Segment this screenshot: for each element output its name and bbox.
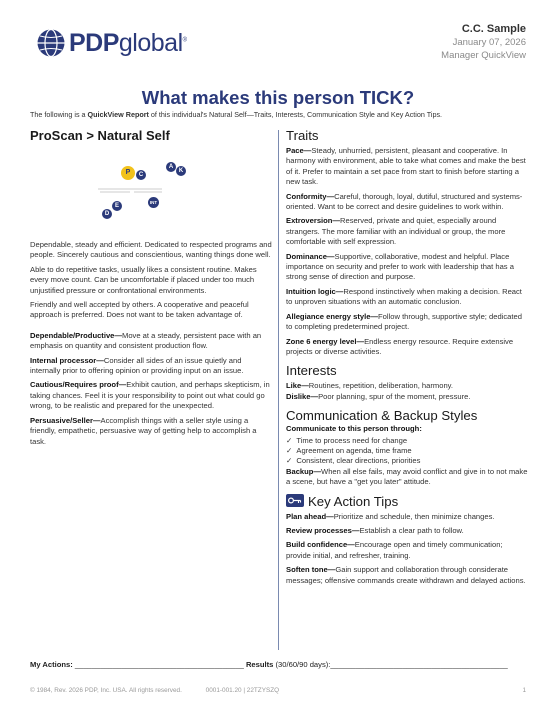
interests-heading: Interests	[286, 363, 337, 379]
key-icon	[286, 494, 304, 507]
behavior-item: Internal processor—Consider all sides of an issue quietly and internally prior to offering opinion or providing input on an issue.	[30, 355, 244, 376]
trait-item: Conformity—Careful, thorough, loyal, dutiful, structured and systems-oriented. Want to be correct and desire guidelines to work within.	[286, 191, 523, 212]
check-icon: ✓	[286, 445, 293, 455]
interest-like: Like—Routines, repetition, deliberation, harmony.	[286, 381, 454, 391]
column-divider	[278, 130, 279, 650]
logo-text-light: global	[118, 28, 183, 57]
communication-check-item: ✓ Consistent, clear directions, priorities	[286, 456, 421, 466]
my-actions-label: My Actions:	[30, 660, 73, 669]
communication-heading: Communication & Backup Styles	[286, 408, 478, 424]
copyright-line	[30, 687, 279, 694]
check-icon: ✓	[286, 435, 293, 445]
my-actions-field[interactable]: ________________________________________	[74, 660, 244, 669]
report-type: Manager QuickView	[441, 50, 526, 61]
proscan-chart	[30, 155, 272, 235]
communication-check-item: ✓ Agreement on agenda, time frame	[286, 445, 412, 455]
logo-text-bold: PDP	[69, 28, 119, 57]
intro-prefix: The following is a	[30, 110, 88, 119]
document-code: 0001-001.20 | 22TZYSZQ	[205, 687, 280, 694]
behavior-item: Cautious/Requires proof—Exhibit caution, and perhaps skepticism, in taking chances. Feel it is your responsibility to point out what could go wrong, to be realistic and prepared for the unexpected.	[30, 380, 270, 411]
proscan-chart-lines	[30, 155, 272, 235]
results-field[interactable]: __________________________________________	[330, 660, 508, 669]
behavior-item: Dependable/Productive—Move at a steady, persistent pace with an emphasis on quantity and consistent production flow.	[30, 330, 262, 351]
description-paragraph: Able to do repetitive tasks, usually likes a consistent routine. Makes every move count. Can be uncomfortable if placed under too much unjustified pressure or confrontational environments.	[30, 264, 257, 295]
intro-suffix: of this individual's Natural Self—Traits, Interests, Communication Style and Key Action Tips.	[148, 110, 443, 119]
trait-item: Zone 6 energy level—Endless energy resource. Require extensive projects or diverse activities.	[286, 336, 514, 356]
intro-text	[30, 110, 530, 119]
copyright-text: © 1984, Rev. 2026 PDP, Inc. USA. All rights reserved.	[30, 687, 182, 694]
person-name: C.C. Sample	[461, 23, 526, 35]
results-label: Results	[245, 660, 274, 669]
interest-dislike: Dislike—Poor planning, spur of the moment, pressure.	[286, 391, 471, 401]
chart-point-d: D	[102, 209, 112, 219]
chart-point-a: A	[166, 162, 176, 172]
key-tips-heading	[286, 494, 528, 509]
right-column	[286, 128, 528, 590]
page-number: 1	[522, 687, 526, 694]
description-paragraph: Friendly and well accepted by others. A cooperative and peaceful approach is preferred. Does not want to be taken advantage of.	[30, 300, 249, 320]
chart-point-e: E	[112, 201, 122, 211]
chart-point-int: INT	[148, 197, 159, 208]
communication-check-item: ✓ Time to process need for change	[286, 435, 408, 445]
trait-item: Intuition logic—Respond instinctively when making a decision. React to unproven situations with an automatic conclusion.	[286, 286, 522, 307]
globe-icon	[36, 28, 66, 58]
tip-item: Build confidence—Encourage open and timely communication; provide initial, and refresher, training.	[286, 540, 503, 560]
chart-point-p: P	[121, 166, 135, 180]
tip-item: Soften tone—Gain support and collaboration through considerate messages; offensive commands create withdrawn and delayed actions.	[286, 565, 526, 585]
tip-item: Plan ahead—Prioritize and schedule, then minimize changes.	[286, 511, 495, 521]
page-title: What makes this person TICK?	[141, 87, 415, 108]
results-hint: (30/60/90 days):	[275, 660, 331, 669]
backup-style: Backup—When all else fails, may avoid conflict and give in to not make a scene, but have a "get you later" attitude.	[286, 466, 528, 487]
actions-results-line	[30, 660, 530, 669]
logo-trademark: ®	[182, 37, 187, 44]
trait-item: Extroversion—Reserved, private and quiet, especially around strangers. The more familiar with an individual or group, the more comfortable with self expression.	[286, 216, 506, 247]
trait-item: Pace—Steady, unhurried, persistent, pleasant and cooperative. In harmony with environment, able to take what comes and make the best of it. Prefer to maintain a set pace from start to finish before starting a new task.	[286, 146, 526, 187]
report-date: January 07, 2026	[452, 37, 526, 48]
report-meta	[441, 23, 526, 62]
chart-point-k: K	[176, 166, 186, 176]
key-tips-heading-text: Key Action Tips	[308, 493, 399, 509]
tip-item: Review processes—Establish a clear path to follow.	[286, 525, 464, 535]
check-icon: ✓	[286, 456, 293, 466]
chart-point-c: C	[136, 170, 146, 180]
trait-item: Allegiance energy style—Follow through, supportive style; dedicated to completing predetermined project.	[286, 311, 522, 332]
trait-item: Dominance—Supportive, collaborative, modest and helpful. Place importance on security and prefer to work with leadership that has a strong sense of direction and purpose.	[286, 251, 514, 282]
intro-bold: QuickView Report	[87, 110, 149, 119]
communication-subheading: Communicate to this person through:	[286, 424, 422, 434]
traits-heading: Traits	[286, 128, 319, 143]
proscan-heading: ProScan > Natural Self	[30, 128, 170, 143]
pdp-logo	[36, 28, 187, 58]
left-column	[30, 128, 272, 146]
description-paragraph: Dependable, steady and efficient. Dedicated to respected programs and people. Sincerely cautious and conscientious, wanting things done well.	[30, 240, 272, 260]
natural-self-description	[30, 240, 272, 451]
behavior-item: Persuasive/Seller—Accomplish things with a seller style using a friendly, empathetic, persuasive way of getting help to accomplish a task.	[30, 415, 257, 446]
